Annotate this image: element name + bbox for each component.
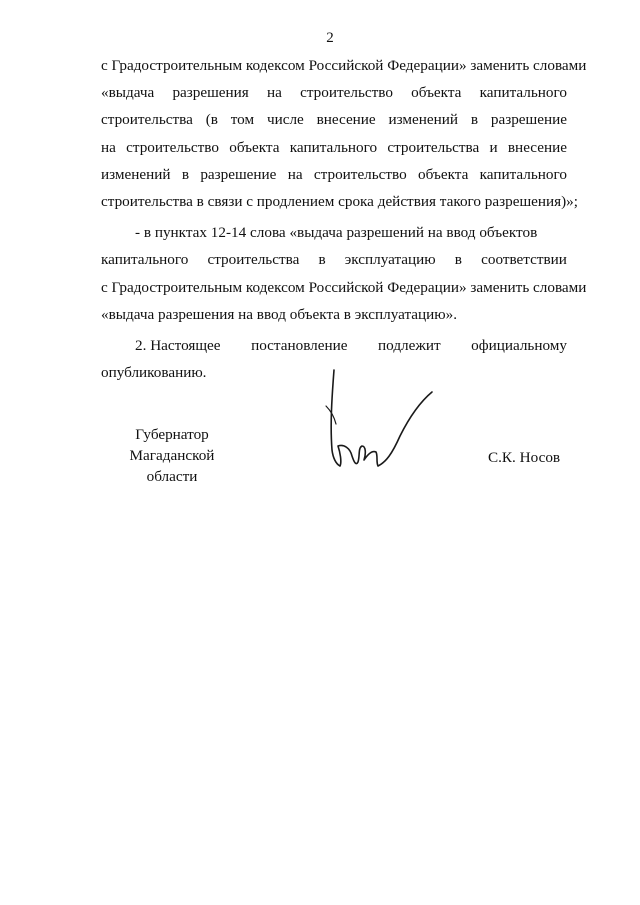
word: изменений bbox=[101, 165, 171, 183]
word: объекта bbox=[418, 165, 469, 183]
word: эксплуатацию bbox=[344, 251, 436, 269]
word: объекта bbox=[411, 84, 462, 102]
word: разрешение bbox=[200, 165, 277, 183]
handwritten-signature bbox=[316, 366, 440, 478]
paragraph-2-line-1: - в пунктах 12-14 слова «выдача разрешений на ввод объектов bbox=[135, 224, 538, 242]
word: официальному bbox=[471, 336, 567, 354]
word: и bbox=[489, 138, 498, 156]
word: строительства bbox=[207, 251, 300, 269]
word: строительство bbox=[126, 138, 219, 156]
paragraph-2-line-3: с Градостроительным кодексом Российской Федерации» заменить словами bbox=[101, 278, 587, 296]
word: на bbox=[101, 138, 116, 156]
word: в bbox=[181, 165, 189, 183]
paragraph-1-line-1: с Градостроительным кодексом Российской Федерации» заменить словами bbox=[101, 57, 587, 74]
signatory-position-line-1: Губернатор bbox=[135, 426, 209, 443]
word: постановление bbox=[251, 336, 348, 354]
word: в bbox=[470, 111, 479, 129]
word: капитального bbox=[289, 138, 378, 156]
word: разрешения bbox=[172, 84, 249, 102]
word: на bbox=[287, 165, 303, 183]
word: строительства bbox=[387, 138, 480, 156]
word: в bbox=[454, 251, 462, 269]
word: том bbox=[230, 111, 255, 129]
word: капитального bbox=[479, 84, 567, 102]
word: числе bbox=[266, 111, 304, 129]
signatory-position bbox=[104, 424, 240, 487]
word: 2. Настоящее bbox=[135, 336, 221, 354]
paragraph-2-line-4: «выдача разрешения на ввод объекта в эксплуатацию». bbox=[101, 305, 458, 323]
word: «выдача bbox=[101, 84, 155, 102]
word: капитального bbox=[479, 165, 567, 183]
word: изменений bbox=[388, 111, 459, 129]
word: в bbox=[318, 251, 326, 269]
word: капитального bbox=[101, 251, 189, 269]
word: на bbox=[267, 84, 282, 102]
word: соответствии bbox=[481, 251, 567, 269]
signatory-name: С.К. Носов bbox=[488, 449, 561, 466]
paragraph-3-line-2: опубликованию. bbox=[101, 364, 207, 382]
word: строительства bbox=[101, 111, 193, 129]
word: строительство bbox=[313, 165, 407, 183]
word: внесение bbox=[316, 111, 376, 129]
page-number: 2 bbox=[326, 30, 334, 46]
signatory-position-line-2: Магаданской области bbox=[129, 447, 215, 485]
word: строительство bbox=[300, 84, 393, 102]
paragraph-1-line-6: строительства в связи с продлением срока действия такого разрешения)»; bbox=[101, 192, 578, 210]
word: внесение bbox=[507, 138, 567, 156]
word: объекта bbox=[229, 138, 280, 156]
word: (в bbox=[205, 111, 218, 129]
word: разрешение bbox=[490, 111, 567, 129]
word: подлежит bbox=[378, 336, 441, 354]
